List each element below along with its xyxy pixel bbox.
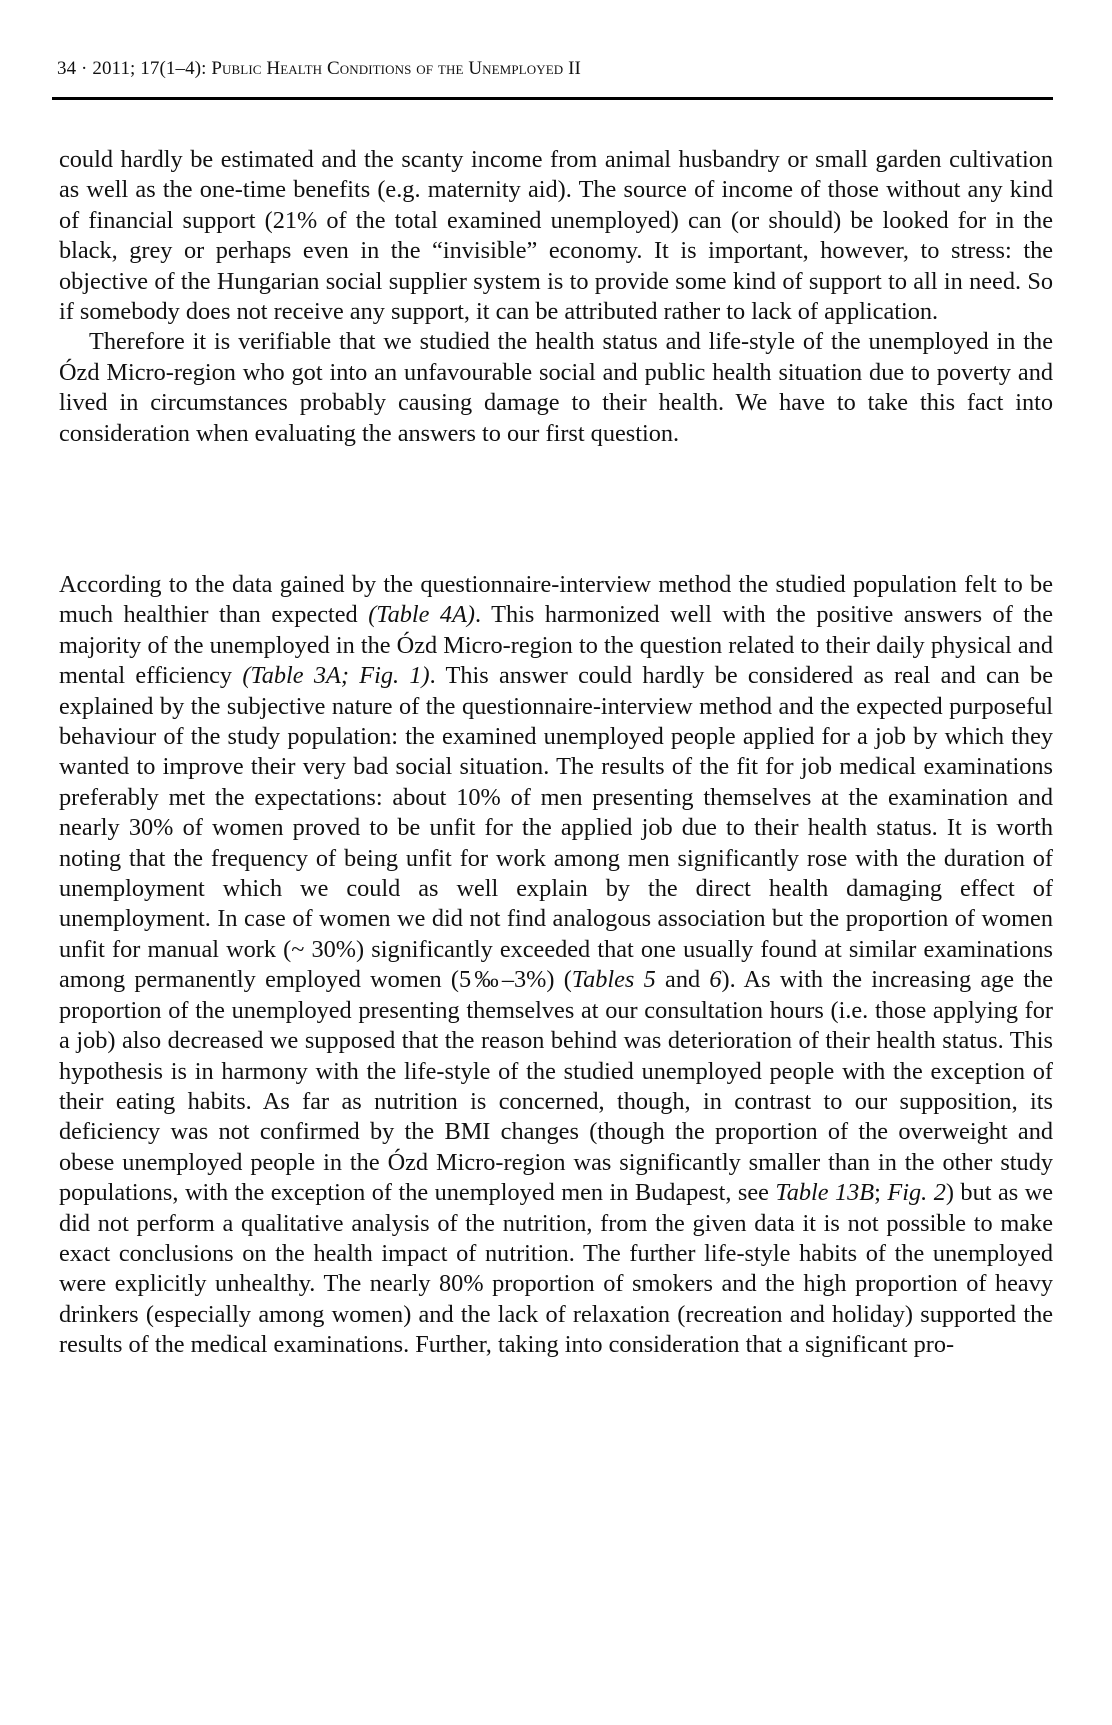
- tables-5-reference: Tables 5: [571, 966, 656, 994]
- text-run: According to the data gained by the questionnaire-interview method the studied population felt to be much healthier than expected: [59, 571, 1053, 629]
- paragraph-discussion: [59, 570, 1053, 1361]
- page-number: 34: [57, 58, 77, 79]
- header-rule: [52, 97, 1053, 100]
- paragraph-verifiable: Therefore it is verifiable that we studied the health status and life-style of the unemployed in the Ózd Micro-region who got into an unfavourable social and public health situation due to poverty and lived in circumstances probably causing damage to their health. We have to take this fact into consideration when evaluating the answers to our first question.: [59, 328, 1053, 447]
- section-discussion: [59, 570, 1053, 1361]
- journal-citation: 2011; 17(1–4):: [92, 58, 212, 79]
- text-run: ). As with the increasing age the proportion of the unemployed presenting themselves at our consultation hours (i.e. those applying for a job) also decreased we supposed that the reason behind was deterioration of their health status. This hypothesis is in harmony with the life-style of the studied unemployed people with the exception of their eating habits. As far as nutrition is concerned, though, in contrast to our supposition, its deficiency was not confirmed by the BMI changes (though the proportion of the overweight and obese unemployed people in the Ózd Micro-region was significantly smaller than in the other study populations, with the exception of the unemployed men in Budapest, see: [59, 966, 1054, 1207]
- table-6-reference: 6: [709, 966, 722, 994]
- text-run: . This answer could hardly be considered as real and can be explained by the subjective nature of the questionnaire-interview method and the expected purposeful behaviour of the study population: the examined unemployed people applied for a job by which they wanted to improve their very bad social situation. The results of the fit for job medical examinations preferably met the expectations: about 10% of men presenting themselves at the examination and nearly 30% of women proved to be unfit for the applied job due to their health status. It is worth noting that the frequency of being unfit for work among men significantly rose with the duration of unemployment which we could as well explain by the direct health damaging effect of unemployment. In case of women we did not find analogous association but the proportion of women unfit for manual work (~ 30%) significantly exceeded that one usually found at similar examinations among permanently employed women (5‰–3%) (: [59, 662, 1053, 994]
- article-title: Public Health Conditions of the Unemployed II: [211, 58, 581, 79]
- section-continuation: [59, 145, 1053, 449]
- text-run: . This harmonized well with the positive answers of the majority of the unemployed in the Ózd Micro-region to the question related to their daily physical and mental efficiency: [59, 601, 1053, 690]
- running-header: [57, 58, 581, 80]
- table-3a-fig-1-reference: (Table 3A; Fig. 1): [242, 662, 430, 690]
- table-13b-reference: Table 13B: [775, 1179, 875, 1207]
- table-4a-reference: (Table 4A): [368, 601, 476, 629]
- text-run: and: [655, 966, 710, 994]
- text-run: ;: [874, 1179, 888, 1207]
- fig-2-reference: Fig. 2: [887, 1179, 946, 1207]
- header-separator: ·: [76, 58, 93, 79]
- text-run: ) but as we did not perform a qualitative analysis of the nutrition, from the given data it is not possible to make exact conclusions on the health impact of nutrition. The further life-style habits of the unemployed were explicitly unhealthy. The nearly 80% proportion of smokers and the high proportion of heavy drinkers (especially among women) and the lack of relaxation (recreation and holiday) supported the results of the medical examinations. Further, taking into consideration that a significant pro-: [59, 1179, 1054, 1359]
- paragraph-income-sources: could hardly be estimated and the scanty income from animal husbandry or small garden cultivation as well as the one-time benefits (e.g. maternity aid). The source of income of those without any kind of financial support (21% of the total examined unemployed) can (or should) be looked for in the black, grey or perhaps even in the “invisible” economy. It is important, however, to stress: the objective of the Hungarian social supplier system is to provide some kind of support to all in need. So if somebody does not receive any support, it can be attributed rather to lack of application.: [59, 146, 1053, 326]
